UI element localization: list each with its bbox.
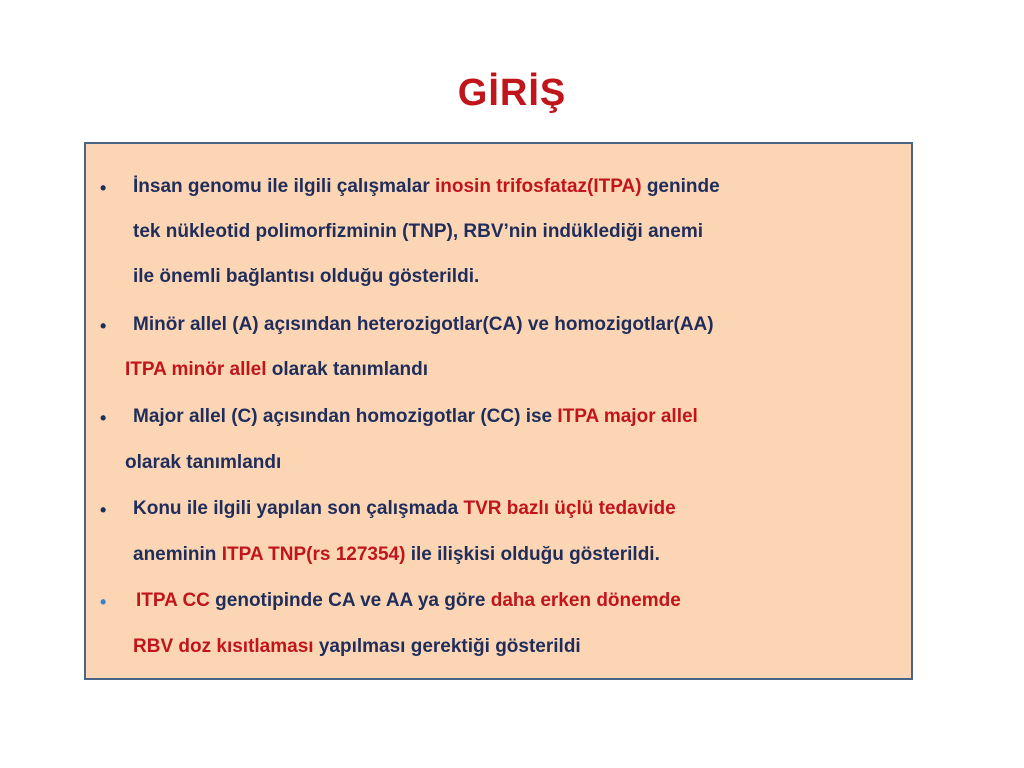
text-line-4 xyxy=(133,314,714,336)
highlight-run: inosin trifosfataz(ITPA) xyxy=(435,176,642,197)
text-run: Major allel (C) açısından homozigotlar (CC) ise xyxy=(133,406,558,427)
text-run: yapılması gerektiği gösterildi xyxy=(313,636,581,657)
text-run: Minör allel (A) açısından heterozigotlar(CA) ve homozigotlar(AA) xyxy=(133,314,714,335)
slide-title: GİRİŞ xyxy=(457,72,567,114)
highlight-run: TVR bazlı üçlü tedavide xyxy=(463,498,676,519)
highlight-run: ITPA TNP(rs 127354) xyxy=(221,544,406,565)
text-line-11 xyxy=(133,636,581,658)
text-line-10 xyxy=(136,590,681,612)
highlight-run: daha erken dönemde xyxy=(490,590,681,611)
bullet-2: • xyxy=(100,316,107,336)
text-run: geninde xyxy=(641,176,720,197)
text-run: İnsan genomu ile ilgili çalışmalar xyxy=(133,176,435,197)
text-run: olarak tanımlandı xyxy=(266,359,429,380)
text-line-1 xyxy=(133,176,720,198)
highlight-run: ITPA minör allel xyxy=(125,359,267,380)
text-run: Konu ile ilgili yapılan son çalışmada xyxy=(133,498,464,519)
text-run: tek nükleotid polimorfizminin (TNP), RBV’nin indüklediği anemi xyxy=(133,221,704,242)
text-line-8 xyxy=(133,498,676,520)
text-run: ile önemli bağlantısı olduğu gösterildi. xyxy=(133,266,480,287)
highlight-run: RBV doz kısıtlaması xyxy=(133,636,314,657)
bullet-1: • xyxy=(100,178,107,198)
highlight-run: ITPA major allel xyxy=(557,406,698,427)
text-run: genotipinde CA ve AA ya göre xyxy=(209,590,491,611)
text-line-3 xyxy=(133,266,479,288)
content-box xyxy=(84,142,913,680)
bullet-5: • xyxy=(100,592,107,612)
highlight-run: ITPA CC xyxy=(136,590,210,611)
text-line-5 xyxy=(125,359,428,381)
text-line-9 xyxy=(133,544,660,566)
text-line-7 xyxy=(125,452,281,474)
text-line-6 xyxy=(133,406,698,428)
text-run: ile ilişkisi olduğu gösterildi. xyxy=(405,544,660,565)
bullet-3: • xyxy=(100,408,107,428)
text-run: olarak tanımlandı xyxy=(125,452,282,473)
bullet-4: • xyxy=(100,500,107,520)
text-run: aneminin xyxy=(133,544,222,565)
text-line-2 xyxy=(133,221,703,243)
